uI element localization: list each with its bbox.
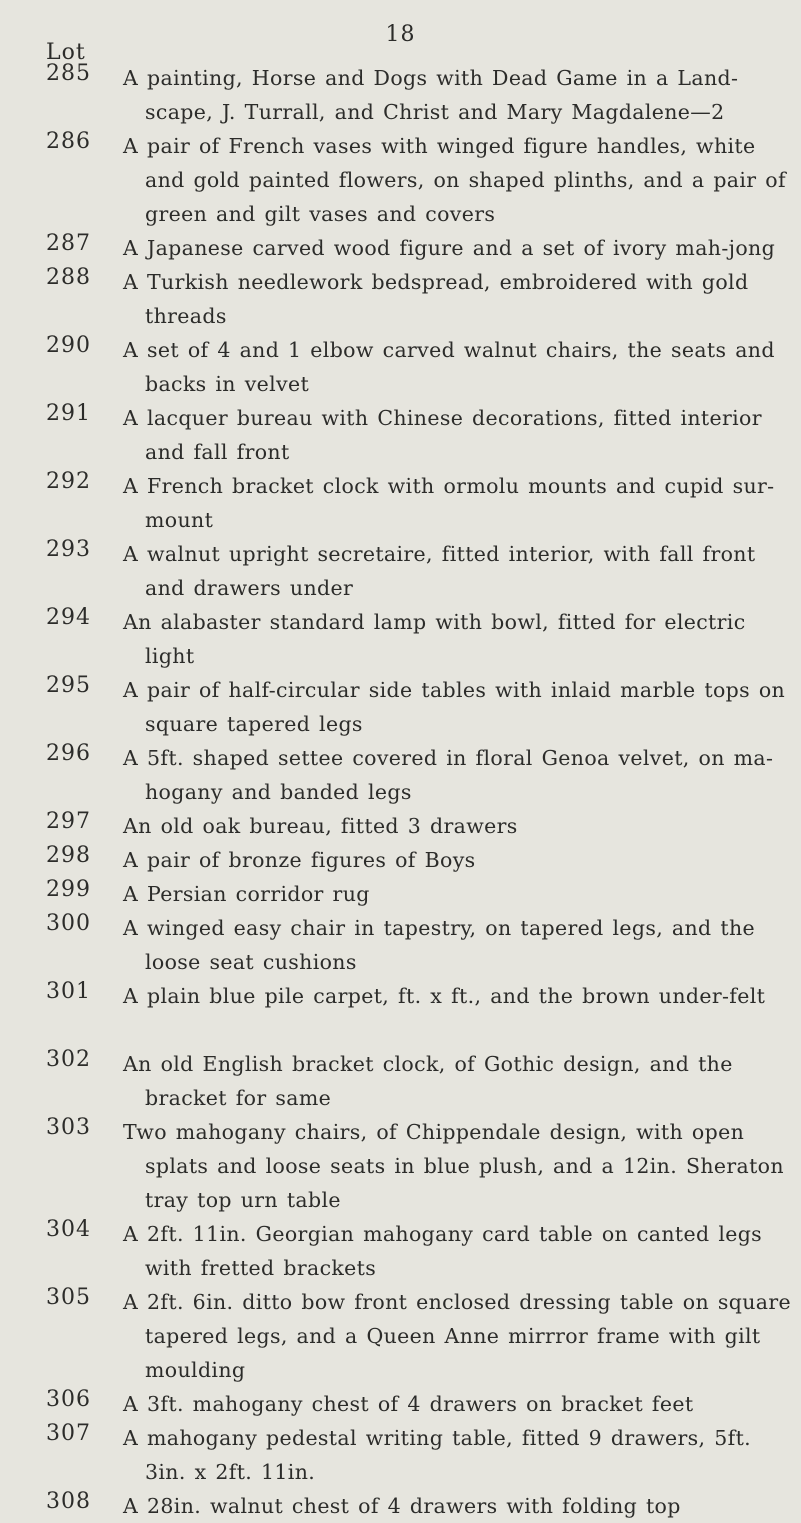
lot-description: A painting, Horse and Dogs with Dead Game in a Land-scape, J. Turrall, and Christ and Mary Magdalene—2 [123, 66, 739, 124]
lot-description: A walnut upright secretaire, fitted interior, with fall front and drawers under [123, 542, 756, 600]
lot-description: A 28in. walnut chest of 4 drawers with folding top [123, 1494, 681, 1518]
lot-number: 287 [46, 231, 91, 256]
lot-number: 298 [46, 843, 91, 868]
page-number: 18 [385, 22, 416, 47]
lot-description: A pair of bronze figures of Boys [123, 848, 476, 872]
lot-number: 296 [46, 741, 91, 766]
lot-column-label: Lot [46, 40, 86, 65]
lot-number: 292 [46, 469, 91, 494]
lot-description: An old oak bureau, fitted 3 drawers [123, 814, 518, 838]
lot-description: A pair of half-circular side tables with inlaid marble tops on square tapered legs [123, 678, 786, 736]
lot-number: 308 [46, 1489, 91, 1514]
lot-number: 305 [46, 1285, 91, 1310]
lot-number: 285 [46, 61, 91, 86]
lot-description: A Turkish needlework bedspread, embroidered with gold threads [123, 270, 749, 328]
lot-description: A 5ft. shaped settee covered in floral Genoa velvet, on ma-hogany and banded legs [123, 746, 774, 804]
lot-number: 302 [46, 1047, 91, 1072]
lot-description: A set of 4 and 1 elbow carved walnut chairs, the seats and backs in velvet [123, 338, 775, 396]
lot-description: A 2ft. 6in. ditto bow front enclosed dressing table on square tapered legs, and a Queen Anne mirrror frame with gilt moulding [123, 1290, 791, 1382]
lot-number: 304 [46, 1217, 91, 1242]
lot-description: A winged easy chair in tapestry, on tapered legs, and the loose seat cushions [123, 916, 756, 974]
lot-number: 291 [46, 401, 91, 426]
lot-description: A 3ft. mahogany chest of 4 drawers on bracket feet [123, 1392, 694, 1416]
lot-number: 297 [46, 809, 91, 834]
lot-description: A mahogany pedestal writing table, fitted 9 drawers, 5ft. 3in. x 2ft. 11in. [123, 1426, 752, 1484]
lot-description: A pair of French vases with winged figure handles, white and gold painted flowers, on shaped plinths, and a pair of green and gilt vases and covers [123, 134, 786, 226]
lot-description: A plain blue pile carpet, ft. x ft., and the brown under-felt [123, 984, 766, 1008]
lot-number: 295 [46, 673, 91, 698]
lot-description: A French bracket clock with ormolu mounts and cupid sur-mount [123, 474, 775, 532]
lot-number: 294 [46, 605, 91, 630]
lot-description: An old English bracket clock, of Gothic design, and the bracket for same [123, 1052, 733, 1110]
lot-number: 286 [46, 129, 91, 154]
lot-description: A lacquer bureau with Chinese decorations, fitted interior and fall front [123, 406, 762, 464]
lot-description: Two mahogany chairs, of Chippendale design, with open splats and loose seats in blue plush, and a 12in. Sheraton tray top urn table [123, 1120, 784, 1212]
lot-description: A Japanese carved wood figure and a set of ivory mah-jong [123, 236, 776, 260]
lot-number: 307 [46, 1421, 91, 1446]
lot-number: 303 [46, 1115, 91, 1140]
lot-description: An alabaster standard lamp with bowl, fitted for electric light [123, 610, 746, 668]
lot-number: 300 [46, 911, 91, 936]
lot-number: 306 [46, 1387, 91, 1412]
lot-description: A Persian corridor rug [123, 882, 370, 906]
lot-description: A 2ft. 11in. Georgian mahogany card table on canted legs with fretted brackets [123, 1222, 763, 1280]
lot-number: 301 [46, 979, 91, 1004]
lot-number: 299 [46, 877, 91, 902]
lot-number: 290 [46, 333, 91, 358]
lot-number: 293 [46, 537, 91, 562]
lot-number: 288 [46, 265, 91, 290]
